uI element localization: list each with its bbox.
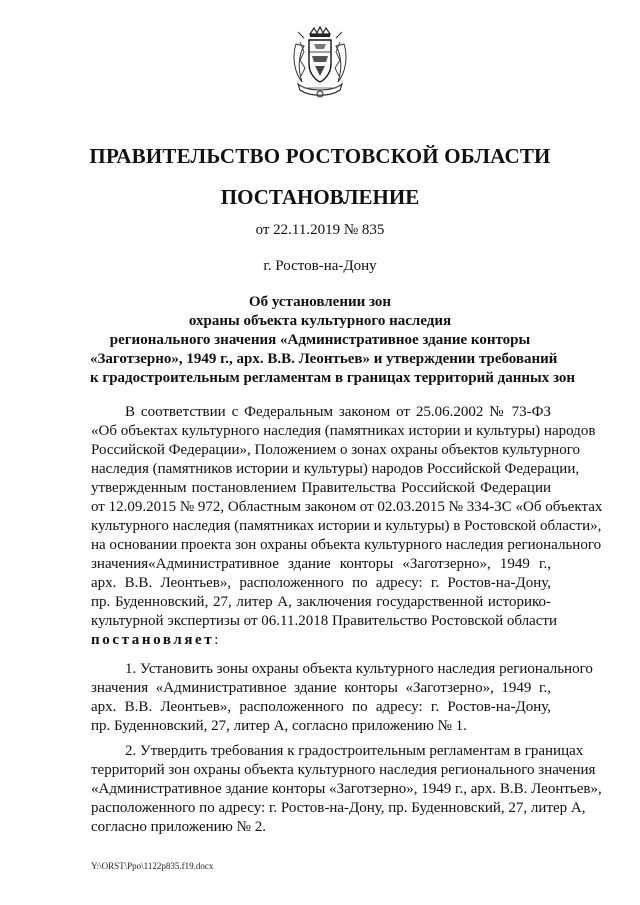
document-type: ПОСТАНОВЛЕНИЕ bbox=[220, 185, 420, 209]
item-line: согласно приложению № 2. bbox=[91, 819, 266, 835]
document-city: г. Ростов-на-Дону bbox=[263, 258, 377, 274]
preamble-line: арх. В.В. Леонтьев», расположенного по адресу: г. Ростов-на-Дону, bbox=[91, 575, 551, 591]
item-line: значения «Административное здание конторы «Заготзерно», 1949 г., bbox=[91, 680, 551, 696]
subject-line: к градостроительным регламентам в границах территорий данных зон bbox=[90, 370, 576, 386]
subject-line: охраны объекта культурного наследия bbox=[188, 313, 452, 329]
item-line: территорий зон охраны объекта культурного наследия регионального значения bbox=[91, 762, 596, 778]
item-line: 1. Установить зоны охраны объекта культурного наследия регионального bbox=[125, 661, 593, 677]
preamble-line: наследия (памятников истории и культуры) народов Российской Федерации, bbox=[91, 461, 580, 477]
preamble-paragraph bbox=[91, 403, 603, 650]
preamble-line: пр. Буденновский, 27, литер А, заключения государственной историко- bbox=[91, 594, 551, 610]
decree-colon: : bbox=[214, 632, 219, 648]
preamble-line: от 12.09.2015 № 972, Областным законом от 02.03.2015 № 334-ЗС «Об объектах bbox=[91, 499, 603, 515]
item-line: пр. Буденновский, 27, литер А, согласно приложению № 1. bbox=[91, 718, 467, 734]
item-line: «Административное здание конторы «Заготзерно», 1949 г., арх. В.В. Леонтьев», bbox=[91, 781, 602, 797]
preamble-line: В соответствии с Федеральным законом от 25.06.2002 № 73-ФЗ bbox=[125, 404, 551, 420]
organization-title: ПРАВИТЕЛЬСТВО РОСТОВСКОЙ ОБЛАСТИ bbox=[89, 144, 551, 168]
subject-line: регионального значения «Административное здание конторы bbox=[109, 332, 531, 348]
preamble-line: на основании проекта зон охраны объекта культурного наследия регионального bbox=[91, 537, 602, 553]
preamble-line: значения«Административное здание конторы «Заготзерно», 1949 г., bbox=[91, 556, 551, 572]
item-line: расположенного по адресу: г. Ростов-на-Дону, пр. Буденновский, 27, литер А, bbox=[91, 800, 586, 816]
item-line: арх. В.В. Леонтьев», расположенного по адресу: г. Ростов-на-Дону, bbox=[91, 699, 551, 715]
decree-item-1 bbox=[91, 660, 593, 736]
document-subject bbox=[90, 293, 576, 388]
item-line: 2. Утвердить требования к градостроительным регламентам в границах bbox=[125, 743, 584, 759]
preamble-line: культурной экспертизы от 06.11.2018 Правительство Ростовской области bbox=[91, 613, 558, 629]
preamble-line: «Об объектах культурного наследия (памятниках истории и культуры) народов bbox=[91, 423, 596, 439]
subject-line: Об установлении зон bbox=[248, 294, 392, 310]
decree-word: постановляет bbox=[91, 632, 215, 648]
preamble-line: утвержденным постановлением Правительства Российской Федерации bbox=[91, 480, 551, 496]
preamble-line: Российской Федерации», Положением о зонах охраны объектов культурного bbox=[91, 442, 580, 458]
subject-line: «Заготзерно», 1949 г., арх. В.В. Леонтьев» и утверждении требований bbox=[90, 351, 558, 367]
preamble-line: культурного наследия (памятниках истории и культуры) в Ростовской области», bbox=[91, 518, 602, 534]
decree-line bbox=[91, 631, 551, 650]
decree-item-2 bbox=[91, 742, 602, 837]
file-path: Y:\ORST\Ppo\1122p835.f19.docx bbox=[91, 861, 214, 871]
coat-of-arms-icon bbox=[290, 26, 350, 100]
document-date-number: от 22.11.2019 № 835 bbox=[255, 222, 385, 238]
